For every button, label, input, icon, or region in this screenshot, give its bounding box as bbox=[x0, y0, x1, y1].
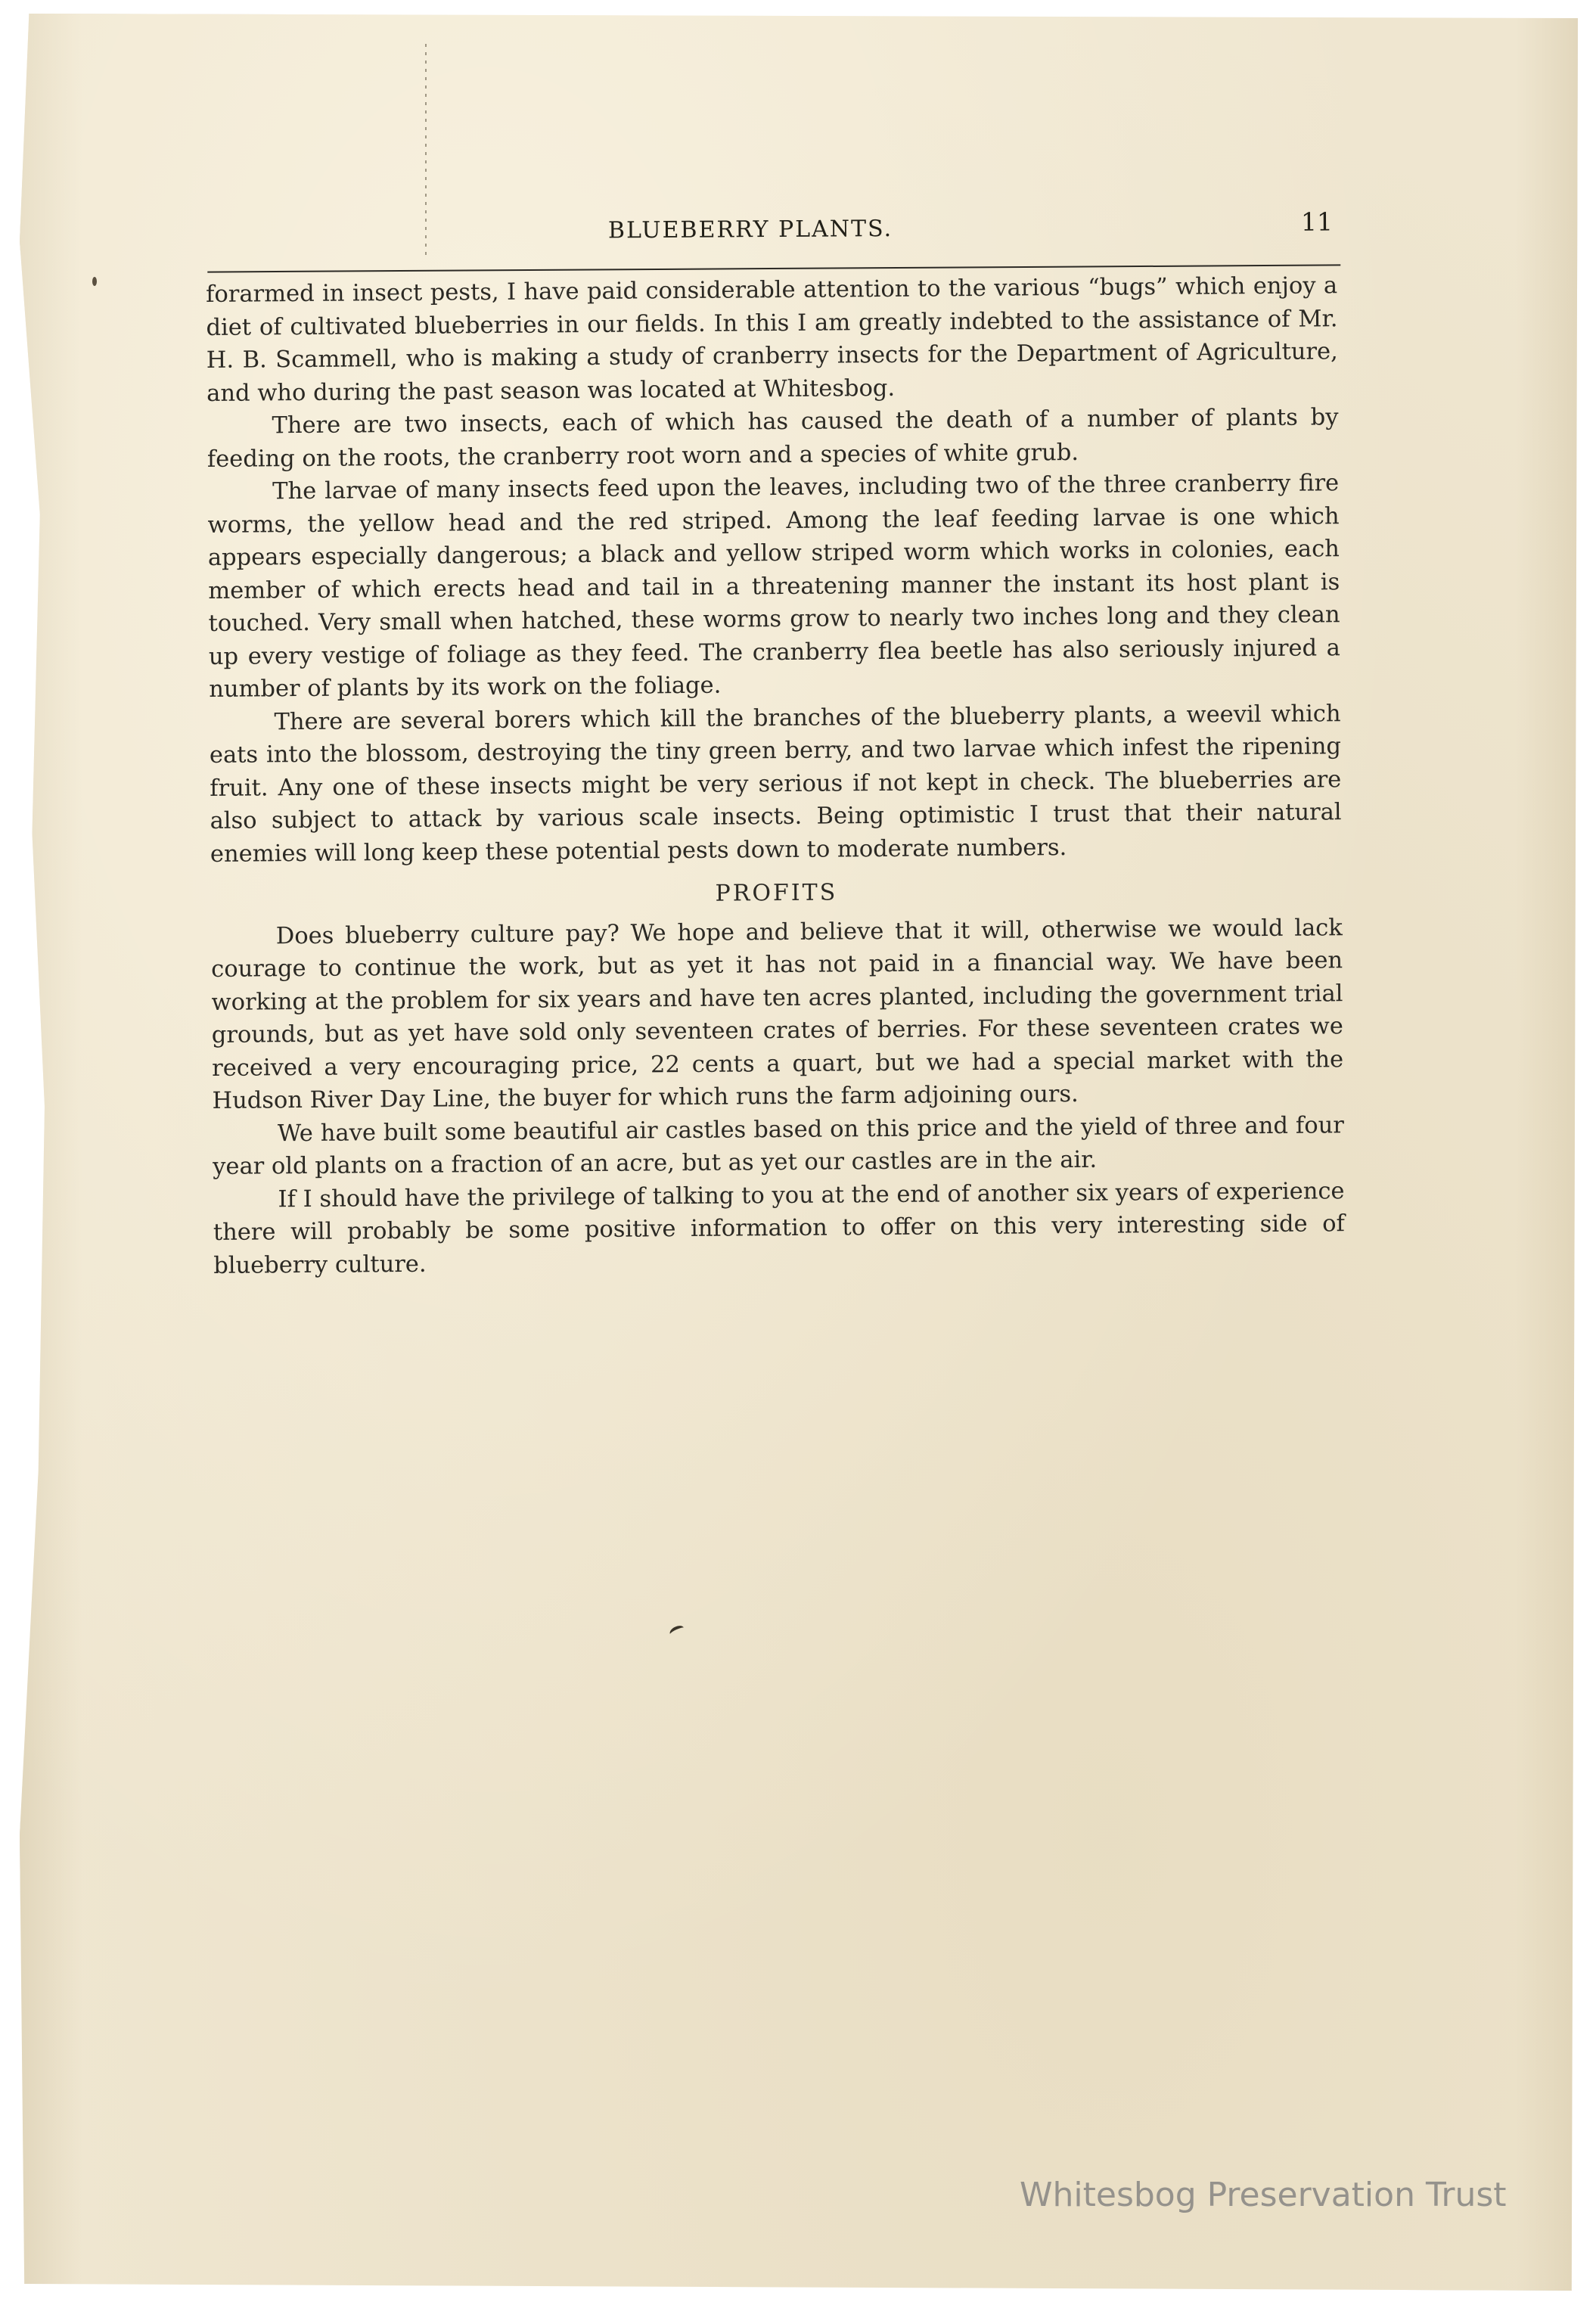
page-number: 11 bbox=[1300, 207, 1334, 237]
paragraph-does-it-pay: Does blueberry culture pay? We hope and believe that it will, otherwise we would lack courage to continue the work, but as yet it has not paid in a financial way. We have been working at the problem for six years and have ten acres planted, including the government trial grounds, but as yet have sold only seventeen crates of berries. For these seventeen crates we received a very encouraging price, 22 cents a quart, but we had a special market with the Hudson River Day Line, the buyer for which runs the farm adjoining ours. bbox=[211, 914, 1344, 1114]
page-header bbox=[207, 194, 1341, 272]
paragraph-air-castles: We have built some beautiful air castles based on this price and the yield of three and four year old plants on a fraction of an acre, but as yet our castles are in the air. bbox=[213, 1111, 1344, 1180]
paragraph-leaf-larvae: The larvae of many insects feed upon the leaves, including two of the three cranberry fire worms, the yellow head and the red striped. Among the leaf feeding larvae is one which appears especially dangerous; a black and yellow striped worm which works in colonies, each member of which erects head and tail in a threatening manner the instant its host plant is touched. Very small when hatched, these worms grow to nearly two inches long and they clean up every vestige of foliage as they feed. The cranberry flea beetle has also seriously injured a number of plants by its work on the foliage. bbox=[207, 470, 1341, 703]
watermark: Whitesbog Preservation Trust bbox=[1020, 2176, 1507, 2214]
running-title: BLUEBERRY PLANTS. bbox=[607, 216, 893, 244]
paragraph-closing: If I should have the privilege of talking to you at the end of another six years of experience there will probably be some positive information to offer on this very interesting side of blueberry culture. bbox=[213, 1177, 1345, 1279]
paragraph-insect-pests: forarmed in insect pests, I have paid considerable attention to the various “bugs” which enjoy a diet of cultivated blueberries in our fields. In this I am greatly indebted to the assistance of Mr. H. B. Scammell, who is making a study of cranberry insects for the Department of Agriculture, and who during the past season was located at Whitesbog. bbox=[206, 272, 1338, 407]
ink-spot bbox=[92, 277, 97, 286]
paragraph-borers: There are several borers which kill the branches of the blueberry plants, a weevil which eats into the blossom, destroying the tiny green berry, and two larvae which infest the ripening fruit. Any one of these insects might be very serious if not kept in check. The blueberries are also subject to attack by various scale insects. Being optimistic I trust that their natural enemies will long keep these potential pests down to moderate numbers. bbox=[209, 700, 1342, 868]
paragraph-root-insects: There are two insects, each of which has caused the death of a number of plants by feeding on the roots, the cranberry root worn and a species of white grub. bbox=[206, 404, 1339, 473]
article-body bbox=[206, 269, 1345, 1282]
section-heading-profits: PROFITS bbox=[715, 879, 838, 907]
